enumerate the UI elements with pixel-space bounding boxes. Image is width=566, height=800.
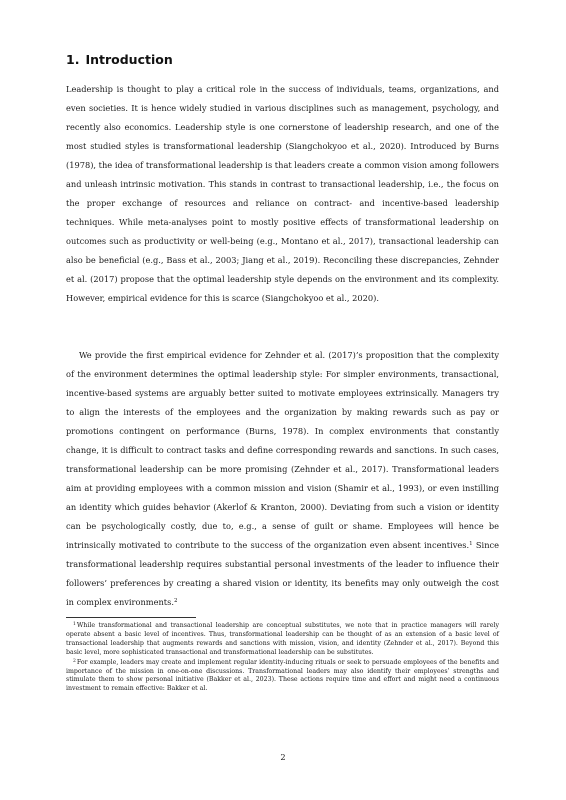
footnote-mark: 1	[73, 622, 76, 627]
paragraph-1: Leadership is thought to play a critical role in the success of individuals, teams, organizations, and even societies. It is hence widely studied in various disciplines such as management, psychology, and recently also economics. Leadership style is one cornerstone of leadership research, and one of the most studied styles is transformational leadership (Siangchokyoo et al., 2020). Introduced by Burns (1978), the idea of transformational leadership is that leaders create a common vision among followers and unleash intrinsic motivation. This stands in contrast to transactional leadership, i.e., the focus on the proper exchange of resources and reliance on contract- and incentive-based leadership techniques. While meta-analyses point to mostly positive effects of transformational leadership on outcomes such as productivity or well-being (e.g., Montano et al., 2017), transactional leadership can also be beneficial (e.g., Bass et al., 2003; Jiang et al., 2019). Reconciling these discrepancies, Zehnder et al. (2017) propose that the optimal leadership style depends on the environment and its complexity. However, empirical evidence for this is scarce (Siangchokyoo et al., 2020).	[66, 84, 499, 303]
footnotes	[66, 622, 499, 695]
section-number: 1.	[66, 52, 80, 67]
page-number: 2	[280, 752, 286, 762]
section-title-text: Introduction	[85, 52, 173, 67]
footnote-2	[66, 659, 499, 695]
footnote-text: For example, leaders may create and implement regular identity-inducing rituals or seek to persuade employees of the benefits and importance of the mission in one-on-one discussions. Transformational leaders may also identify their employees’ strengths and stimulate them to show personal initiative (Bakker et al., 2023). These actions require time and effort and might need a continuous investment to remain effective: Bakker et al.	[66, 658, 499, 693]
section-heading	[66, 52, 173, 68]
footnote-mark: 2	[73, 658, 76, 664]
footnote-ref-1[interactable]: 1	[469, 541, 473, 547]
footnote-text: While transformational and transactional leadership are conceptual substitutes, we note that in practice managers will rarely operate absent a basic level of incentives. Thus, transformational leadership can be thought of as an extension of a basic level of transactional leadership that augments rewards and sanctions with mission, vision, and identity (Zehnder et al., 2017). Beyond this basic level, more sophisticated transactional and transformational leadership can be substitutes.	[66, 622, 499, 656]
paragraph-2-part-a: We provide the first empirical evidence for Zehnder et al. (2017)’s proposition that the complexity of the environment determines the optimal leadership style: For simpler environments, transactional, incentive-based systems are arguably better suited to motivate employees extrinsically. Managers try to align the interests of the employees and the organization by making rewards such as pay or promotions contingent on performance (Burns, 1978). In complex environments that constantly change, it is difficult to contract tasks and define corresponding rewards and sanctions. In such cases, transformational leadership can be more promising (Zehnder et al., 2017). Transformational leaders aim at providing employees with a common mission and vision (Shamir et al., 1993), or even instilling an identity which guides behavior (Akerlof & Kranton, 2000). Deviating from such a vision or identity can be psychologically costly, due to, e.g., a sense of guilt or shame. Employees will hence be intrinsically motivated to contribute to the success of the organization even absent incentives.	[66, 350, 499, 550]
footnote-1	[66, 622, 499, 658]
footnote-ref-2[interactable]: 2	[173, 598, 178, 604]
footnote-divider	[66, 617, 196, 618]
paragraph-2	[66, 346, 499, 612]
paragraph-2-part-b: Since transformational leadership requires substantial personal investments of the leader to influence their followers’ preferences by creating a shared vision or identity, its benefits may only outweigh the cost in complex environments.	[66, 540, 500, 607]
